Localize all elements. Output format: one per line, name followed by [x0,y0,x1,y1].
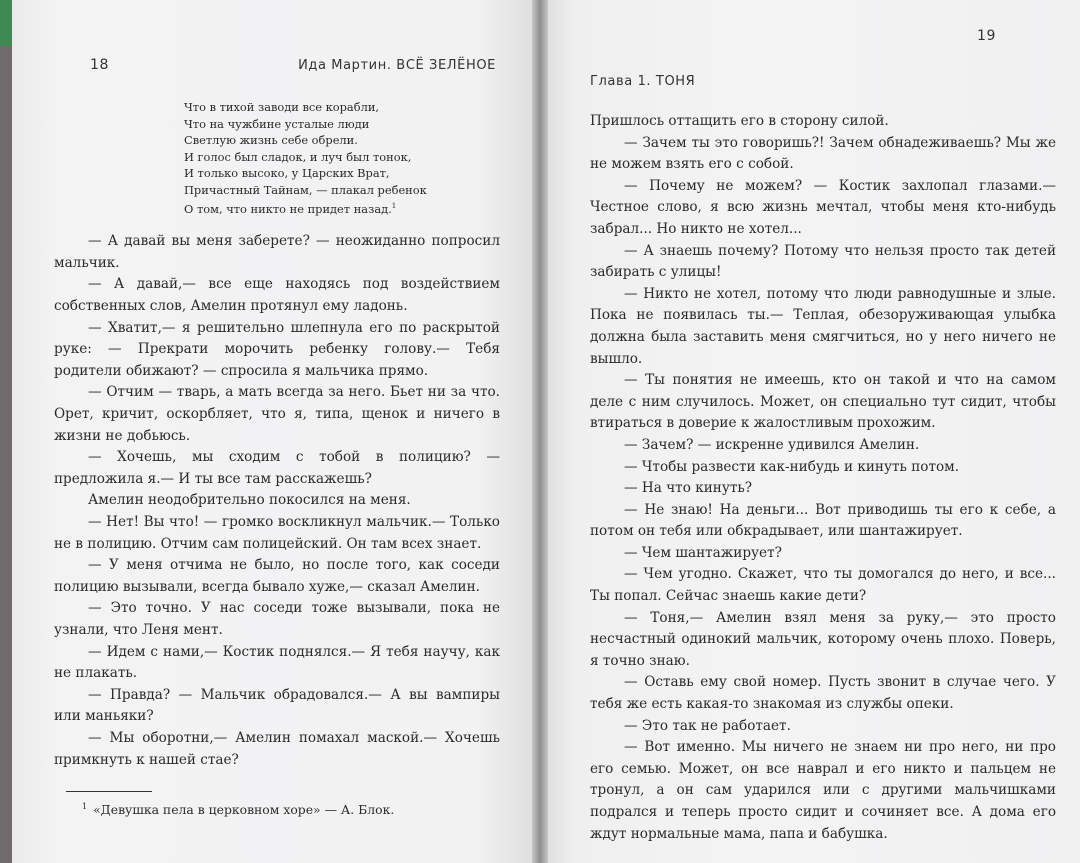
paragraph: — Нет! Вы что! — громко воскликнул мальчик.— Только не в полицию. Отчим сам полицейский. Он там всех знает. [54,514,500,552]
right-page-header [590,28,1056,89]
paragraph: — Это точно. У нас соседи тоже вызывали, пока не узнали, что Леня мент. [54,600,500,638]
poem-line: Что на чужбине усталые люди [184,116,370,131]
paragraph: — Тоня,— Амелин взял меня за руку,— это просто несчастный одинокий мальчик, которому очень плохо. Поверь, я точно знаю. [590,609,1056,669]
paragraph: — Почему не можем? — Костик захлопал глазами.— Честное слово, я всю жизнь мечтал, чтобы меня кто-нибудь забрал... Но никто не хотел... [590,177,1056,237]
paragraph: — А давай,— все еще находясь под воздействием собственных слов, Амелин протянул ему ладонь. [54,276,500,315]
paragraph: — Зачем ты это говоришь?! Зачем обнадеживаешь? Мы же не можем взять его с собой. [590,134,1056,173]
paragraph: — А знаешь почему? Потому что нельзя просто так детей забирать с улицы! [590,242,1056,281]
paragraph: Амелин неодобрительно покосился на меня. [88,492,411,509]
paragraph: — Ты понятия не имеешь, кто он такой и что на самом деле с ним случилось. Может, он специально тут сидит, чтобы втираться в доверие к жалостливым прохожим. [590,372,1056,432]
page-number: 19 [976,28,996,44]
footnote [82,802,500,817]
paragraph: — А давай вы меня заберете? — неожиданно попросил мальчик. [54,233,500,271]
paragraph: — Хочешь, мы сходим с тобой в полицию? — предложила я.— И ты все там расскажешь? [54,449,500,487]
paragraph: — Это так не работает. [624,717,791,734]
book-gutter [532,0,548,863]
running-head: Ида Мартин. ВСЁ ЗЕЛЁНОЕ [298,58,496,73]
paragraph: — Идем с нами,— Костик поднялся.— Я тебя научу, как не плакать. [54,643,500,682]
footnote-number: 1 [82,802,88,812]
paragraph: — Отчим — тварь, а мать всегда за него. Бьет ни за что. Орет, кричит, оскорбляет, что я, типа, щенок и ничего в жизни не добьюсь. [54,384,500,444]
paragraph: — Мы оборотни,— Амелин помахал маской.— Хочешь примкнуть к нашей стае? [54,729,500,768]
paragraph: — Чтобы развести как-нибудь и кинуть потом. [624,458,960,475]
paragraph: — Чем шантажирует? [624,544,782,561]
poem-line: И только высоко, у Царских Врат, [184,166,390,180]
right-page [540,0,1080,863]
poem-epigraph [184,99,500,217]
right-body-text [590,111,1056,845]
paragraph: — На что кинуть? [624,480,753,497]
poem-line: Что в тихой заводи все корабли, [184,100,380,114]
poem-line: Светлую жизнь себе обрели. [184,133,358,147]
paragraph: — Вот именно. Мы ничего не знаем ни про него, ни про его семью. Может, он все наврал и его никто и пальцем не тронул, а он сам ударился или с другими мальчишками подрался и теперь просто сидит и сочиняет все. А дома его ждут нормальные мама, папа и бабушка. [590,739,1056,842]
paragraph: — Зачем? — искренне удивился Амелин. [624,436,920,453]
paragraph-continuation: Пришлось оттащить его в сторону силой. [590,113,889,129]
left-body-text [54,231,500,771]
poem-last-line [184,198,500,217]
chapter-heading: Глава 1. ТОНЯ [590,74,696,89]
footnote-text: «Девушка пела в церковном хоре» — А. Блок. [93,802,395,818]
footnote-divider [66,791,152,792]
footnote-mark: 1 [391,202,397,210]
paragraph: — Хватит,— я решительно шлепнула его по раскрытой руке: — Прекрати морочить ребенку голову.— Тебя родители обижают? — спросила я мальчика прямо. [54,319,500,379]
poem-line: Причастный Тайнам, — плакал ребенок [184,182,427,197]
paragraph: — Правда? — Мальчик обрадовался.— А вы вампиры или маньяки? [54,686,500,725]
left-page [12,0,540,863]
poem-line: О том, что никто не придет назад. [184,201,392,216]
paragraph: — У меня отчима не было, но после того, как соседи полицию вызывали, всегда бывало хуже,— сказал Амелин. [54,557,500,595]
page-number: 18 [90,57,110,73]
paragraph: — Оставь ему свой номер. Пусть звонит в случае чего. У тебя же есть какая-то знакомая из службы опеки. [590,674,1056,713]
poem-line: И голос был сладок, и луч был тонок, [184,149,412,164]
paragraph: — Не знаю! На деньги... Вот приводишь ты его к себе, а потом он тебя или обкрадывает, или шантажирует. [590,501,1056,540]
left-page-header [54,44,500,73]
paragraph: — Никто не хотел, потому что люди равнодушные и злые. Пока не появилась ты.— Теплая, обезоруживающая улыбка должна была заставить меня смягчиться, но у него ничего не вышло. [590,285,1056,367]
paragraph: — Чем угодно. Скажет, что ты домогался до него, и все... Ты попал. Сейчас знаешь какие дети? [590,566,1056,605]
